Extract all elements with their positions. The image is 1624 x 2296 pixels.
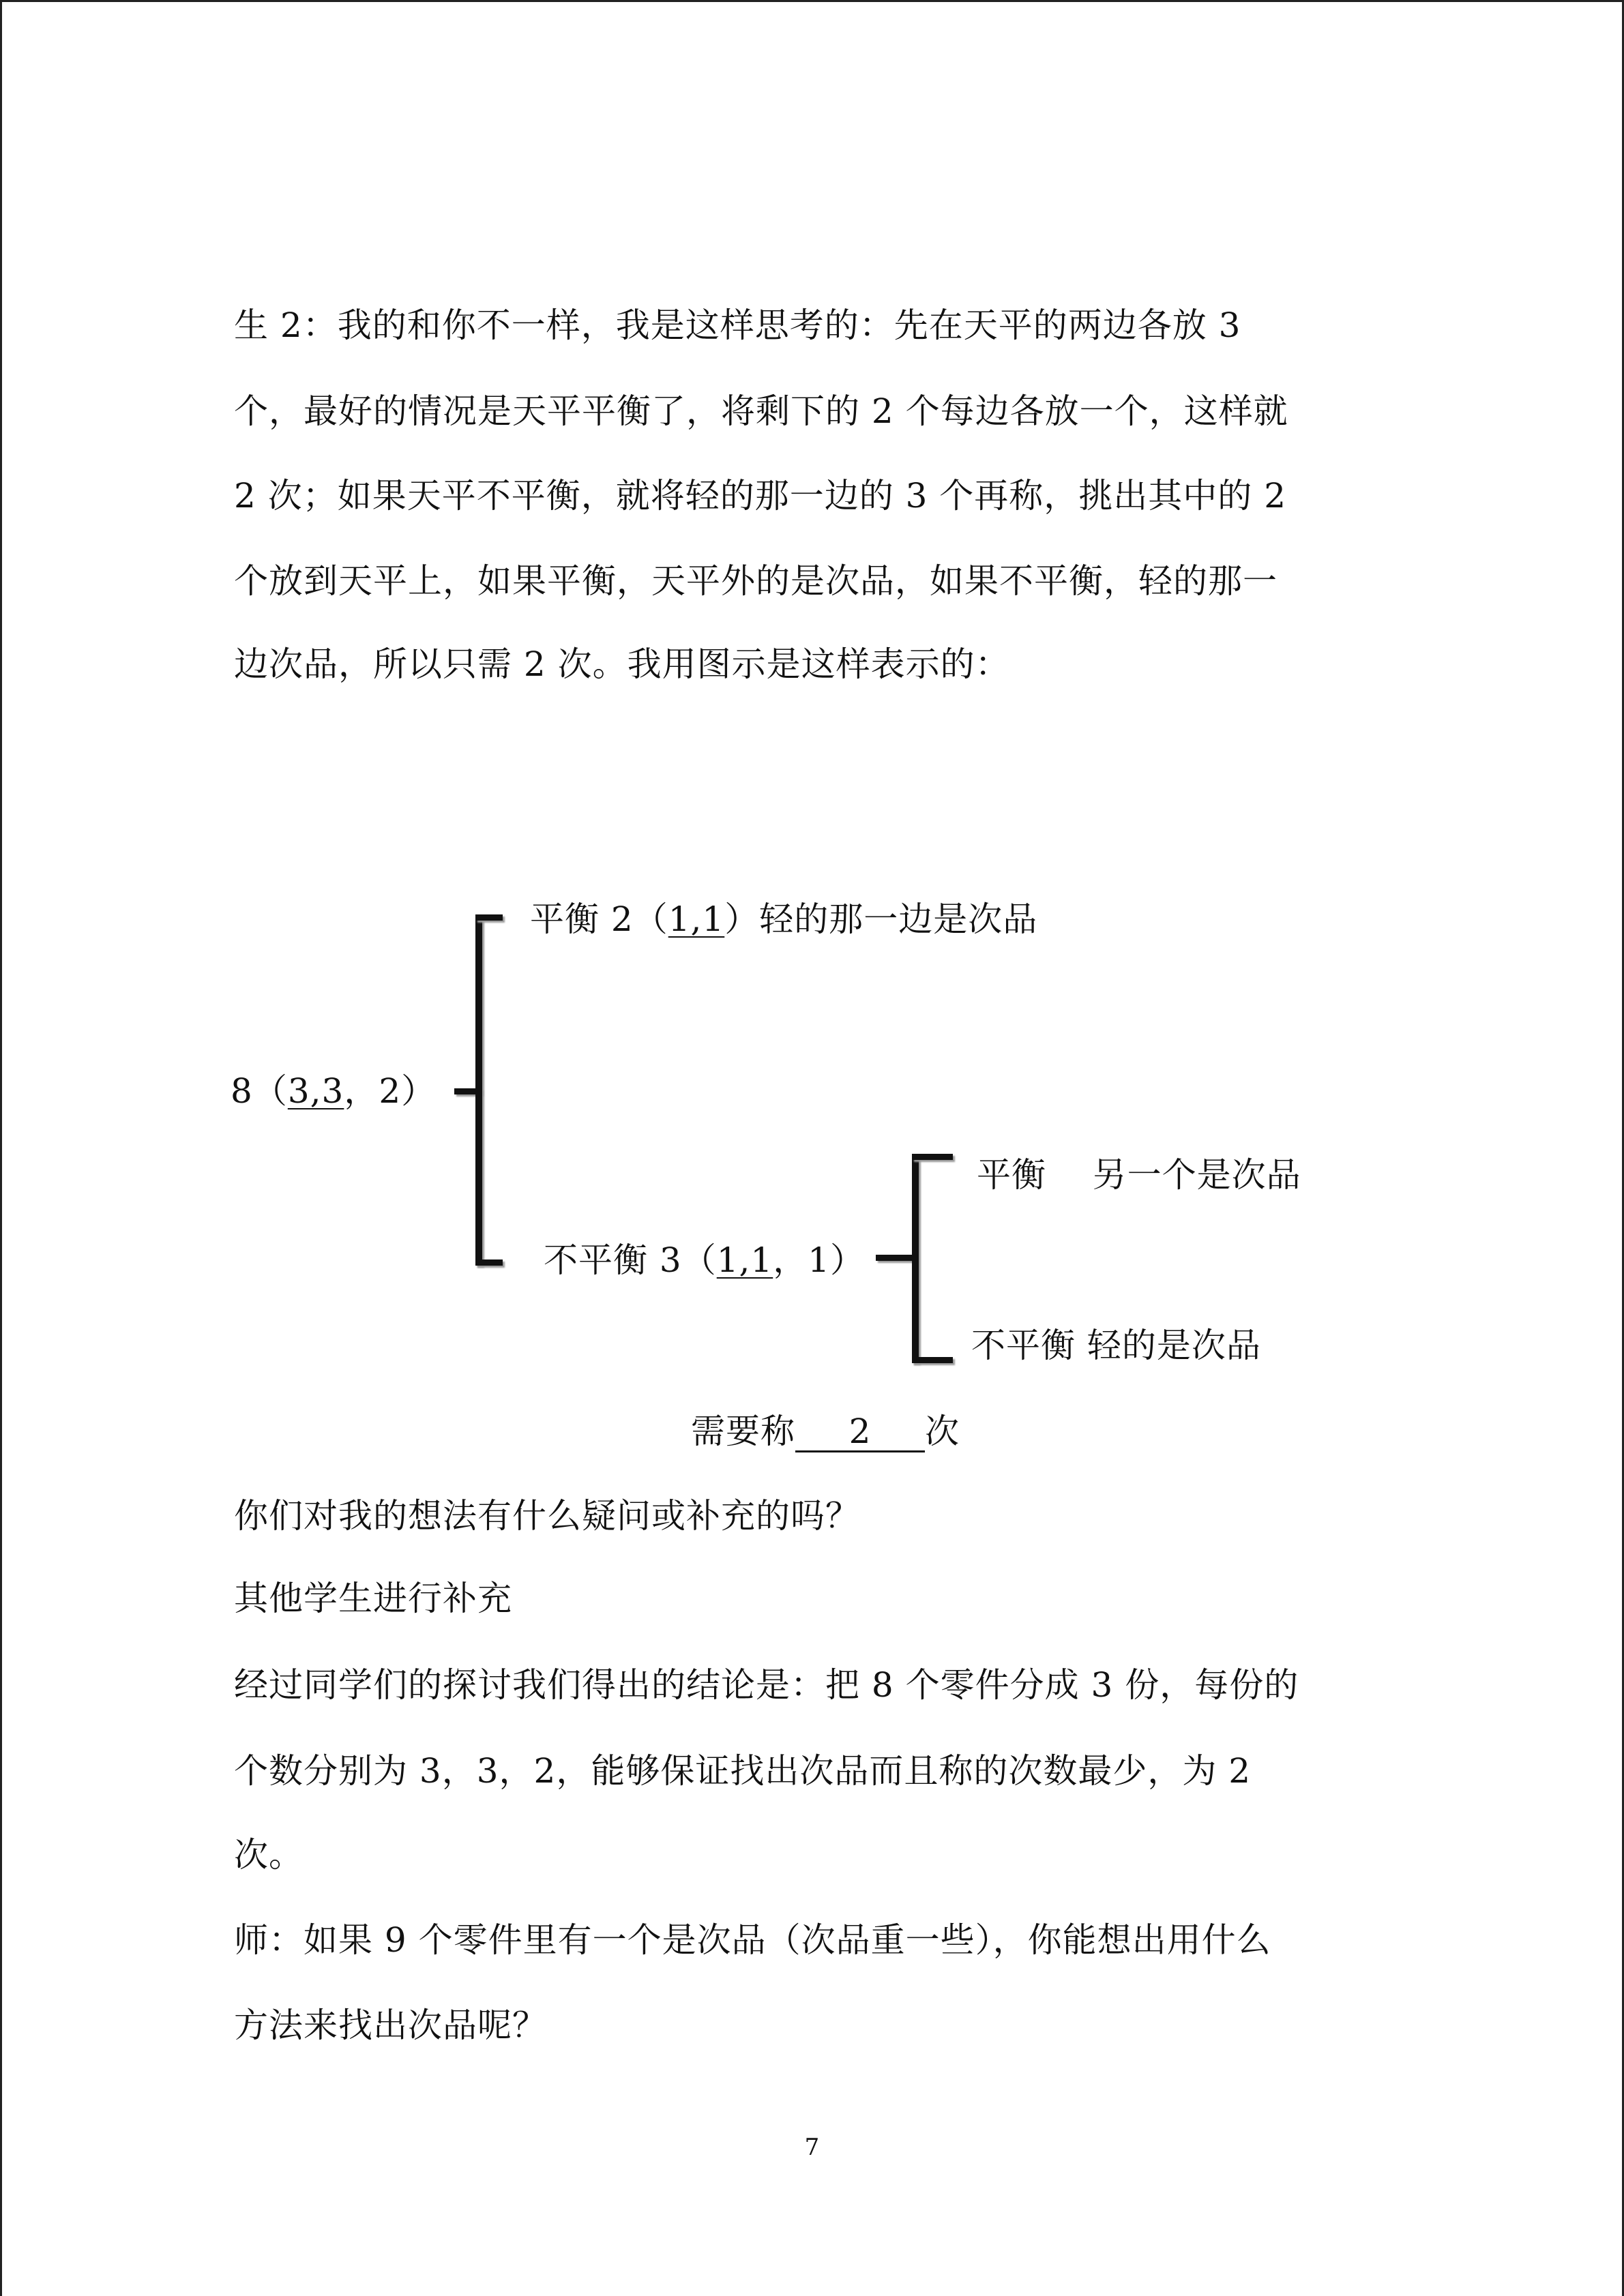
root-label: 8（3,3，2） [231, 1071, 437, 1111]
paragraph-line-4: 个放到天平上，如果平衡，天平外的是次品，如果不平衡，轻的那一 [234, 561, 1278, 601]
conclusion-line-3: 次。 [234, 1835, 304, 1875]
paragraph-line-3: 2 次；如果天平不平衡，就将轻的那一边的 3 个再称，挑出其中的 2 [234, 476, 1287, 516]
branch-balanced: 平衡 2（1,1）轻的那一边是次品 [530, 899, 1038, 939]
weighings-count: 2 [795, 1412, 925, 1452]
branch-unbalanced: 不平衡 3（1,1，1） [544, 1240, 866, 1280]
teacher-question-line-1: 师：如果 9 个零件里有一个是次品（次品重一些），你能想出用什么 [234, 1920, 1271, 1960]
paragraph-line-1: 生 2：我的和你不一样，我是这样思考的：先在天平的两边各放 3 [234, 305, 1241, 345]
teacher-question-line-2: 方法来找出次品呢？ [234, 2006, 547, 2045]
sub-branch-balanced: 平衡 另一个是次品 [977, 1155, 1301, 1195]
main-bracket-top-arm [475, 914, 503, 921]
main-bracket-bottom-arm [475, 1259, 503, 1266]
top-border [0, 0, 1624, 2]
paragraph-line-2: 个，最好的情况是天平平衡了，将剩下的 2 个每边各放一个，这样就 [234, 391, 1288, 431]
sub-bracket-vertical [912, 1154, 919, 1363]
conclusion-line-2: 个数分别为 3，3，2，能够保证找出次品而且称的次数最少，为 2 [234, 1751, 1252, 1791]
paragraph-line-5: 边次品，所以只需 2 次。我用图示是这样表示的： [234, 644, 1010, 684]
conclusion-line-1: 经过同学们的探讨我们得出的结论是：把 8 个零件分成 3 份，每份的 [234, 1665, 1299, 1705]
sub-bracket-top-arm [912, 1154, 953, 1160]
sub-branch-unbalanced: 不平衡 轻的是次品 [971, 1326, 1261, 1365]
weighings-needed: 需要称 2 次 [691, 1412, 960, 1451]
sub-bracket-stub [876, 1255, 917, 1261]
sub-bracket-bottom-arm [912, 1357, 953, 1363]
page-number: 7 [804, 2134, 820, 2161]
main-bracket-vertical [475, 914, 482, 1266]
left-border [0, 0, 2, 2296]
students-supplement-line: 其他学生进行补充 [234, 1579, 512, 1618]
question-line: 你们对我的想法有什么疑问或补充的吗？ [234, 1496, 860, 1536]
